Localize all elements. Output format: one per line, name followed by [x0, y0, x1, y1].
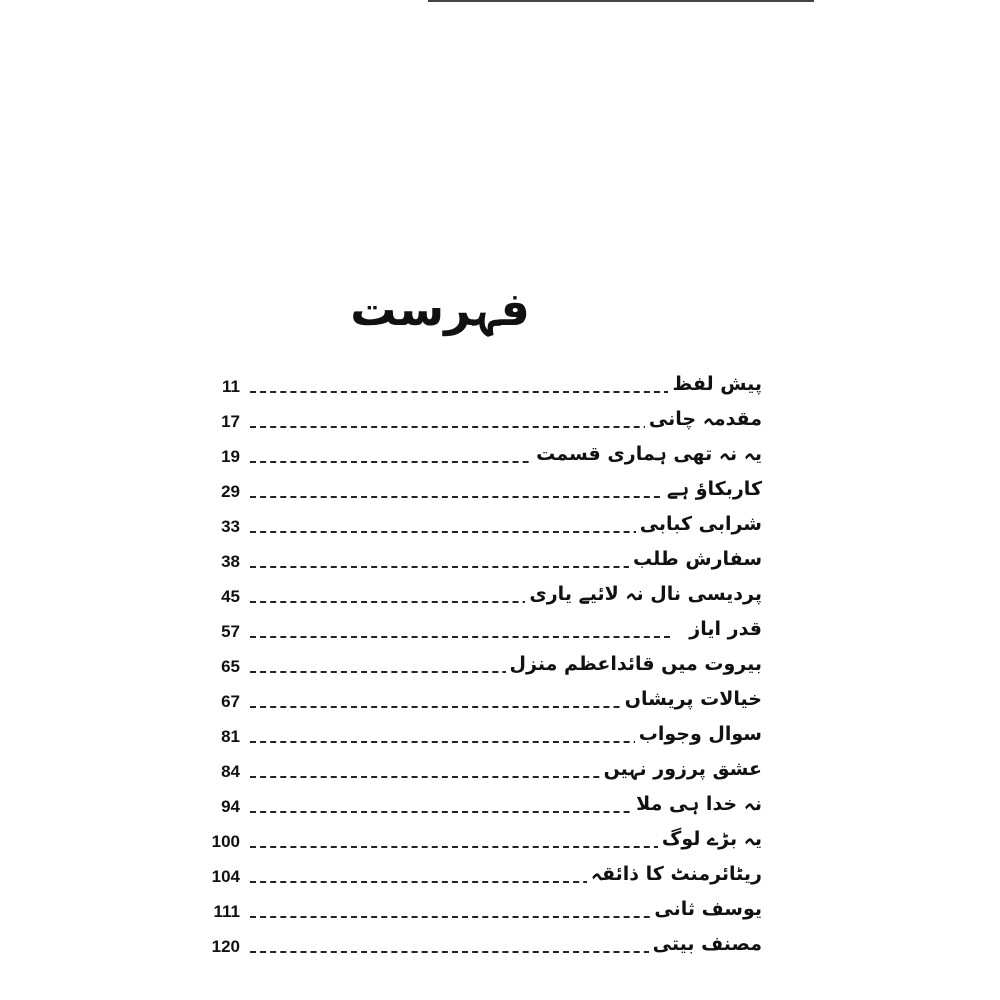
toc-row[interactable] — [0, 476, 1000, 510]
toc-entry-title: سوال وجواب — [635, 723, 762, 745]
toc-entry-title: قدر ایاز — [685, 618, 762, 640]
toc-page-number: 65 — [221, 657, 240, 676]
toc-row[interactable] — [0, 546, 1000, 580]
toc-row[interactable] — [0, 826, 1000, 860]
toc-row[interactable] — [0, 721, 1000, 755]
toc-row[interactable] — [0, 756, 1000, 790]
toc-entry-title: خیالات پریشاں — [621, 688, 762, 710]
toc-entry-title: عشق پرزور نہیں — [600, 758, 762, 780]
dotted-leader — [250, 951, 670, 953]
toc-page-number: 11 — [222, 377, 240, 396]
toc-entry-title: شرابی کبابی — [636, 513, 762, 535]
toc-entry-title: پردیسی نال نہ لائیے یاری — [525, 583, 762, 605]
toc-page-number: 19 — [221, 447, 240, 466]
toc-page-number: 81 — [221, 727, 240, 746]
toc-row[interactable] — [0, 406, 1000, 440]
toc-page-number: 111 — [213, 902, 240, 921]
toc-entry-title: مصنف بیتی — [649, 933, 762, 955]
toc-page-number: 17 — [221, 412, 240, 431]
toc-row[interactable] — [0, 931, 1000, 965]
dotted-leader — [250, 741, 670, 743]
toc-entry-title: کاربکاؤ ہے — [663, 478, 762, 500]
page-title: فہرست — [350, 282, 530, 336]
toc-page-number: 67 — [221, 692, 240, 711]
dotted-leader — [250, 706, 670, 708]
toc-row[interactable] — [0, 581, 1000, 615]
toc-entry-title: ریٹائرمنٹ کا ذائقہ — [587, 863, 762, 885]
toc-page-number: 104 — [211, 867, 240, 886]
toc-row[interactable] — [0, 686, 1000, 720]
dotted-leader — [250, 496, 670, 498]
toc-entry-title: یہ نہ تھی ہماری قسمت — [532, 443, 762, 465]
toc-entry-title: بیروت میں قائداعظم منزل — [506, 653, 762, 675]
toc-page-number: 120 — [211, 937, 240, 956]
toc-row[interactable] — [0, 861, 1000, 895]
toc-entry-title: یوسف ثانی — [650, 898, 762, 920]
toc-row[interactable] — [0, 616, 1000, 650]
toc-page-number: 94 — [221, 797, 240, 816]
toc-page-number: 84 — [221, 762, 240, 781]
toc-row[interactable] — [0, 791, 1000, 825]
toc-page-number: 100 — [211, 832, 240, 851]
toc-entry-title: سفارش طلب — [629, 548, 762, 570]
dotted-leader — [250, 566, 670, 568]
toc-row[interactable] — [0, 511, 1000, 545]
dotted-leader — [250, 811, 670, 813]
toc-row[interactable] — [0, 371, 1000, 405]
toc-entry-title: یہ بڑے لوگ — [658, 828, 762, 850]
top-rule — [428, 0, 814, 2]
toc-page-number: 45 — [221, 587, 240, 606]
toc-page-number: 33 — [221, 517, 240, 536]
dotted-leader — [250, 531, 670, 533]
toc-row[interactable] — [0, 441, 1000, 475]
dotted-leader — [250, 916, 670, 918]
toc-entry-title: پیش لفظ — [668, 373, 762, 395]
dotted-leader — [250, 391, 670, 393]
toc-entry-title: نہ خدا ہی ملا — [632, 793, 762, 815]
dotted-leader — [250, 426, 670, 428]
toc-page-number: 57 — [221, 622, 240, 641]
toc-row[interactable] — [0, 651, 1000, 685]
dotted-leader — [250, 636, 670, 638]
dotted-leader — [250, 846, 670, 848]
toc-row[interactable] — [0, 896, 1000, 930]
toc-entry-title: مقدمہ چانی — [645, 408, 762, 430]
toc-page-number: 38 — [221, 552, 240, 571]
toc-page-number: 29 — [221, 482, 240, 501]
